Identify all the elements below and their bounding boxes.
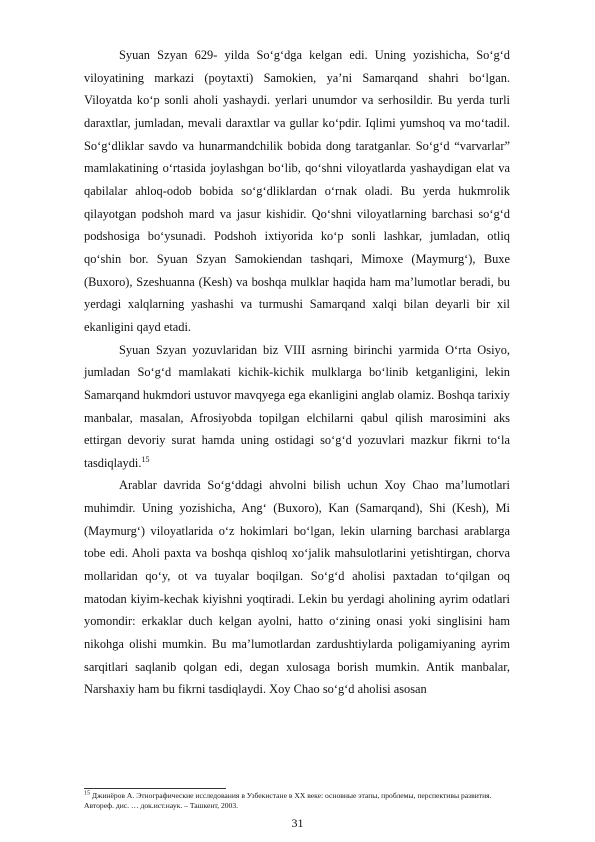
paragraph-2 bbox=[84, 339, 510, 475]
body-text bbox=[84, 44, 510, 701]
paragraph-2-text: Syuan Szyan yozuvlaridan biz VIII asrning birinchi yarmida O‘rta Osiyo, jumladan So‘g‘d mamlakati kichik-kichik mulklarga bo‘linib ketganligini, lekin Samarqand hukmdori ustuvor mavqyega ega ekanligini anglab olamiz. Boshqa tarixiy manbalar, masalan, Afrosiyobda topilgan elchilarni qabul qilish marosimini aks ettirgan devoriy surat hamda uning ostidagi so‘g‘d yozuvlari mazkur fikrni to‘la tasdiqlaydi. bbox=[84, 342, 510, 470]
paragraph-3: Arablar davrida So‘g‘ddagi ahvolni bilish uchun Xoy Chao ma’lumotlari muhimdir. Uning yozishicha, Ang‘ (Buxoro), Kan (Samarqand), Shi (Kesh), Mi (Maymurg‘) viloyatlarida o‘z hokimlari bo‘lgan, lekin ularning barchasi arablarga tobe edi. Aholi paxta va boshqa qishloq xo‘jalik mahsulotlarini yetishtirgan, chorva mollaridan qo‘y, ot va tuyalar boqilgan. So‘g‘d aholisi paxtadan to‘qilgan oq matodan kiyim-kechak kiyishni yoqtiradi. Lekin bu yerdagi aholining ayrim odatlari yomondir: erkaklar duch kelgan ayolni, hatto o‘zining onasi yoki singlisini ham nikohga olishi mumkin. Bu ma’lumotlardan zardushtiylarda poligamiyaning ayrim sarqitlari saqlanib qolgan edi, degan xulosaga borish mumkin. Antik manbalar, Narshaxiy ham bu fikrni tasdiqlaydi. Xoy Chao so‘g‘d aholisi asosan bbox=[84, 478, 510, 697]
footnote-text: Джинёров А. Этнографические исследования в Узбекистане в XX веке: основные этапы, проблемы, перспективы развития. Автореф. дис. … док.ист.наук. – Ташкент, 2003. bbox=[84, 791, 492, 810]
paragraph-1: Syuan Szyan 629- yilda So‘g‘dga kelgan edi. Uning yozishicha, So‘g‘d viloyatining markazi (poytaxti) Samokien, ya’ni Samarqand shahri bo‘lgan. Viloyatda ko‘p sonli aholi yashaydi. yerlari unumdor va serhosildir. Bu yerda turli daraxtlar, jumladan, mevali daraxtlar va gullar ko‘pdir. Iqlimi yumshoq va mo‘tadil. So‘g‘dliklar savdo va hunarmandchilik bobida dong taratganlar. So‘g‘d “varvarlar” mamlakatining o‘rtasida joylashgan bo‘lib, qo‘shni viloyatlarda yashaydigan elat va qabilalar ahloq-odob bobida so‘g‘dliklardan o‘rnak oladi. Bu yerda hukmrolik qilayotgan podshoh mard va jasur kishidir. Qo‘shni viloyatlarning barchasi so‘g‘d podshosiga bo‘ysunadi. Podshoh ixtiyorida ko‘p sonli lashkar, jumladan, otliq qo‘shin bor. Syuan Szyan Samokiendan tashqari, Mimoxe (Maymurg‘), Buxe (Buxoro), Szeshuanna (Kesh) va boshqa mulklar haqida ham ma’lumotlar beradi, bu yerdagi xalqlarning yashashi va turmushi Samarqand xalqi bilan deyarli bir xil ekanligini qayd etadi. bbox=[84, 48, 510, 334]
footnote bbox=[84, 791, 510, 811]
footnote-reference[interactable]: 15 bbox=[141, 454, 150, 464]
page-number: 31 bbox=[291, 816, 304, 830]
footnote-divider bbox=[84, 788, 226, 789]
footnote-number: 15 bbox=[84, 790, 90, 797]
